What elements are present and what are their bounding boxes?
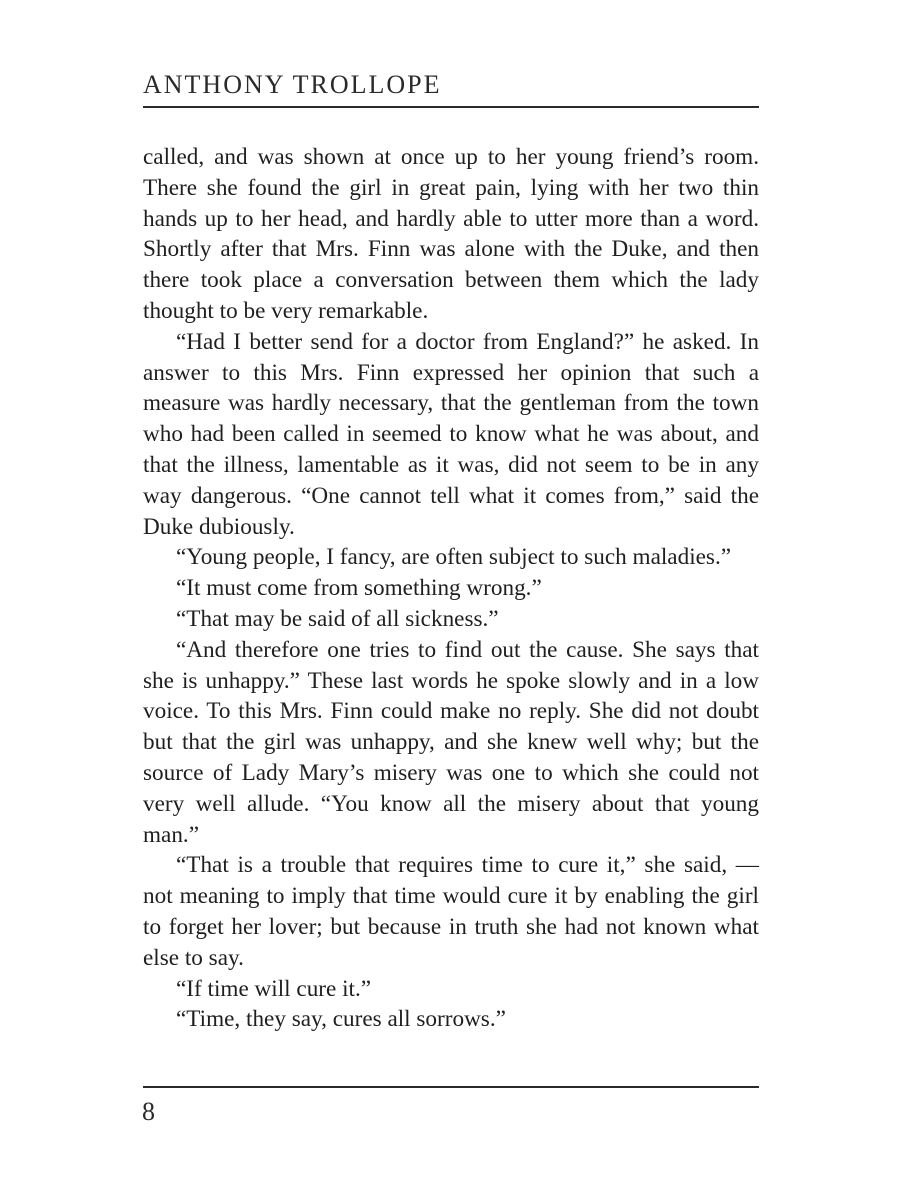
running-head-title: ANTHONY TROLLOPE [143,70,442,99]
paragraph: “Young people, I fancy, are often subject to such maladies.” [176,544,732,571]
paragraph: called, and was shown at once up to her young friend’s room. There she found the girl in great pain, lying with her two thin hands up to her head, and hardly able to utter more than a word. Shortly after that Mrs. Finn was alone with the Duke, and then there took place a conversation between them which the lady thought to be very remarkable. [143,144,759,324]
page-body-text [143,142,759,1035]
paragraph: “That is a trouble that requires time to cure it,” she said, — not meaning to imply that time would cure it by enabling the girl to forget her lover; but because in truth she had not known what else to say. [143,852,759,971]
paragraph: “If time will cure it.” [176,975,372,1002]
paragraph: “Time, they say, cures all sorrows.” [176,1006,506,1033]
header-rule [143,106,759,108]
paragraph: “Had I better send for a doctor from England?” he asked. In answer to this Mrs. Finn expressed her opinion that such a measure was hardly necessary, that the gentleman from the town who had been called in seemed to know what he was about, and that the illness, lamentable as it was, did not seem to be in any way dangerous. “One cannot tell what it comes from,” said the Duke dubiously. [143,328,759,540]
paragraph: “And therefore one tries to find out the cause. She says that she is unhappy.” These last words he spoke slowly and in a low voice. To this Mrs. Finn could make no reply. She did not doubt but that the girl was unhappy, and she knew well why; but the source of Lady Mary’s misery was one to which she could not very well allude. “You know all the misery about that young man.” [143,636,759,848]
footer-rule [143,1086,759,1088]
paragraph: “That may be said of all sickness.” [176,605,499,632]
paragraph: “It must come from something wrong.” [176,575,542,602]
page-number: 8 [142,1097,155,1126]
